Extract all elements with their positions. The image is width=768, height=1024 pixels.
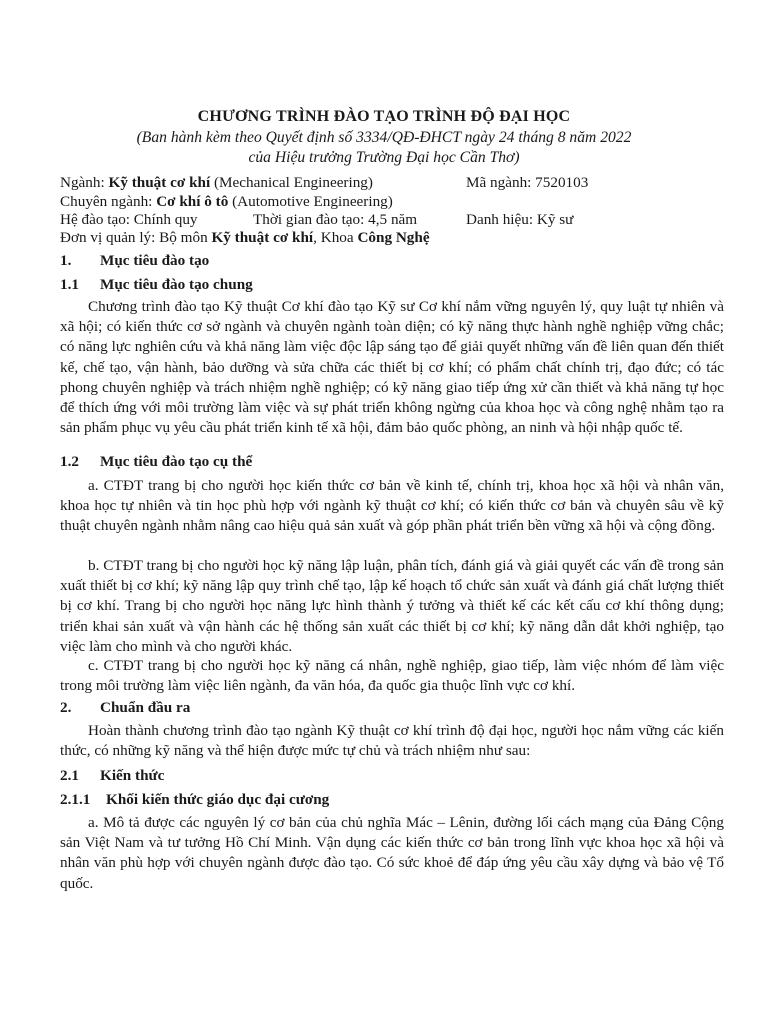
document-subtitle-line1: (Ban hành kèm theo Quyết định số 3334/QĐ-ĐHCT ngày 24 tháng 8 năm 2022 [136, 129, 632, 146]
info-chuyen-nganh [60, 192, 393, 212]
chuyen-nganh-value: Cơ khí ô tô [156, 193, 229, 210]
heading-2-1 [60, 766, 164, 786]
heading-1-1-number: 1.1 [60, 276, 79, 293]
don-vi-label: Đơn vị quản lý: Bộ môn [60, 229, 212, 246]
paragraph-2-text: Hoàn thành chương trình đào tạo ngành Kỹ thuật cơ khí trình độ đại học, người học nắm vững các kiến thức, có những kỹ năng và thể hiện được mức tự chủ và trách nhiệm như sau: [60, 722, 724, 760]
paragraph-1-2-b-text: b. CTĐT trang bị cho người học kỹ năng lập luận, phân tích, đánh giá và giải quyết các vấn đề trong sản xuất thiết bị cơ khí; kỹ năng lập quy trình chế tạo, lập kế hoạch tổ chức sản xuất và đánh giá chất lượng thiết bị cơ khí. Trang bị cho người học năng lực hình thành ý tưởng và thiết kế các kết cấu cơ khí thông dụng; triển khai sản xuất và vận hành các hệ thống sản xuất các thiết bị cơ khí; kỹ năng dẫn dắt khởi nghiệp, tạo việc làm cho mình và cho người khác. [60, 557, 724, 655]
info-thoi-gian: Thời gian đào tạo: 4,5 năm [253, 211, 418, 228]
paragraph-1-2-c-text: c. CTĐT trang bị cho người học kỹ năng cá nhân, nghề nghiệp, giao tiếp, làm việc nhóm để làm việc trong môi trường làm việc liên ngành, đa văn hóa, đa quốc gia thuộc lĩnh vực cơ khí. [60, 657, 724, 695]
heading-1-number: 1. [60, 252, 72, 269]
paragraph-1-2-a-text: a. CTĐT trang bị cho người học kiến thức cơ bản về kinh tế, chính trị, khoa học xã hội và nhân văn, khoa học tự nhiên và tin học phù hợp với ngành kỹ thuật cơ khí; có kiến thức cơ bản và chuyên sâu về kỹ thuật chuyên ngành nhằm nâng cao hiệu quả sản xuất và góp phần phát triển bền vững xã hội và cộng đồng. [60, 477, 724, 535]
paragraph-2 [60, 721, 724, 761]
paragraph-1-1-text: Chương trình đào tạo Kỹ thuật Cơ khí đào tạo Kỹ sư Cơ khí nắm vững nguyên lý, quy luật tự nhiên và xã hội; có kiến thức cơ sở ngành và chuyên ngành toàn diện; có kỹ năng thực hành nghề nghiệp vững chắc; có năng lực nghiên cứu và khả năng làm việc độc lập sáng tạo để giải quyết những vấn đề liên quan đến thiết kế, chế tạo, vận hành, bảo dưỡng và sửa chữa các thiết bị cơ khí; có phẩm chất chính trị, đạo đức; có tác phong chuyên nghiệp và trách nhiệm nghề nghiệp; có kỹ năng giao tiếp ứng xử cần thiết và khả năng tự học để thích ứng với môi trường làm việc và sự phát triển không ngừng của khoa học và công nghệ nhằm tạo ra sản phẩm phục vụ yêu cầu phát triển kinh tế xã hội, đảm bảo quốc phòng, an ninh và hội nhập quốc tế. [60, 298, 724, 437]
info-he-dao-tao: Hệ đào tạo: Chính quy [60, 211, 198, 228]
chuyen-nganh-label: Chuyên ngành: [60, 193, 157, 210]
paragraph-1-1 [60, 297, 724, 438]
chuyen-nganh-english: (Automotive Engineering) [228, 193, 393, 210]
nganh-english: (Mechanical Engineering) [210, 174, 373, 191]
heading-2 [60, 698, 190, 718]
nganh-label: Ngành: [60, 174, 109, 191]
info-ma-nganh: Mã ngành: 7520103 [466, 174, 589, 191]
heading-2-1-number: 2.1 [60, 767, 79, 784]
don-vi-mid: , Khoa [313, 229, 358, 246]
document-subtitle-line2: của Hiệu trưởng Trường Đại học Cần Thơ) [248, 149, 520, 166]
document-title: CHƯƠNG TRÌNH ĐÀO TẠO TRÌNH ĐỘ ĐẠI HỌC [197, 108, 571, 125]
info-nganh [60, 173, 373, 193]
heading-2-title: Chuẩn đầu ra [100, 699, 191, 716]
heading-2-1-1 [60, 790, 329, 810]
heading-2-number: 2. [60, 699, 72, 716]
paragraph-2-1-1-a [60, 813, 724, 894]
heading-1 [60, 251, 209, 271]
heading-1-1-title: Mục tiêu đào tạo chung [100, 276, 253, 293]
heading-1-2 [60, 452, 252, 472]
paragraph-1-2-b [60, 556, 724, 657]
info-don-vi [60, 228, 430, 248]
heading-2-1-title: Kiến thức [100, 767, 165, 784]
heading-1-title: Mục tiêu đào tạo [100, 252, 210, 269]
don-vi-khoa: Công Nghệ [357, 229, 430, 246]
heading-1-2-title: Mục tiêu đào tạo cụ thể [100, 453, 253, 470]
heading-1-1 [60, 275, 253, 295]
paragraph-2-1-1-a-text: a. Mô tả được các nguyên lý cơ bản của chủ nghĩa Mác – Lênin, đường lối cách mạng của Đảng Cộng sản Việt Nam và tư tưởng Hồ Chí Minh. Vận dụng các kiến thức cơ bản trong lĩnh vực khoa học xã hội và nhân văn phù hợp với chuyên ngành được đào tạo. Có sức khoẻ để đáp ứng yêu cầu xây dựng và bảo vệ Tổ quốc. [60, 814, 724, 892]
heading-2-1-1-number: 2.1.1 [60, 791, 91, 808]
don-vi-bomon: Kỹ thuật cơ khí [211, 229, 314, 246]
heading-2-1-1-title: Khối kiến thức giáo dục đại cương [106, 791, 330, 808]
paragraph-1-2-a [60, 476, 724, 537]
info-danh-hieu: Danh hiệu: Kỹ sư [466, 211, 574, 228]
heading-1-2-number: 1.2 [60, 453, 79, 470]
nganh-value: Kỹ thuật cơ khí [108, 174, 211, 191]
paragraph-1-2-c [60, 656, 724, 696]
